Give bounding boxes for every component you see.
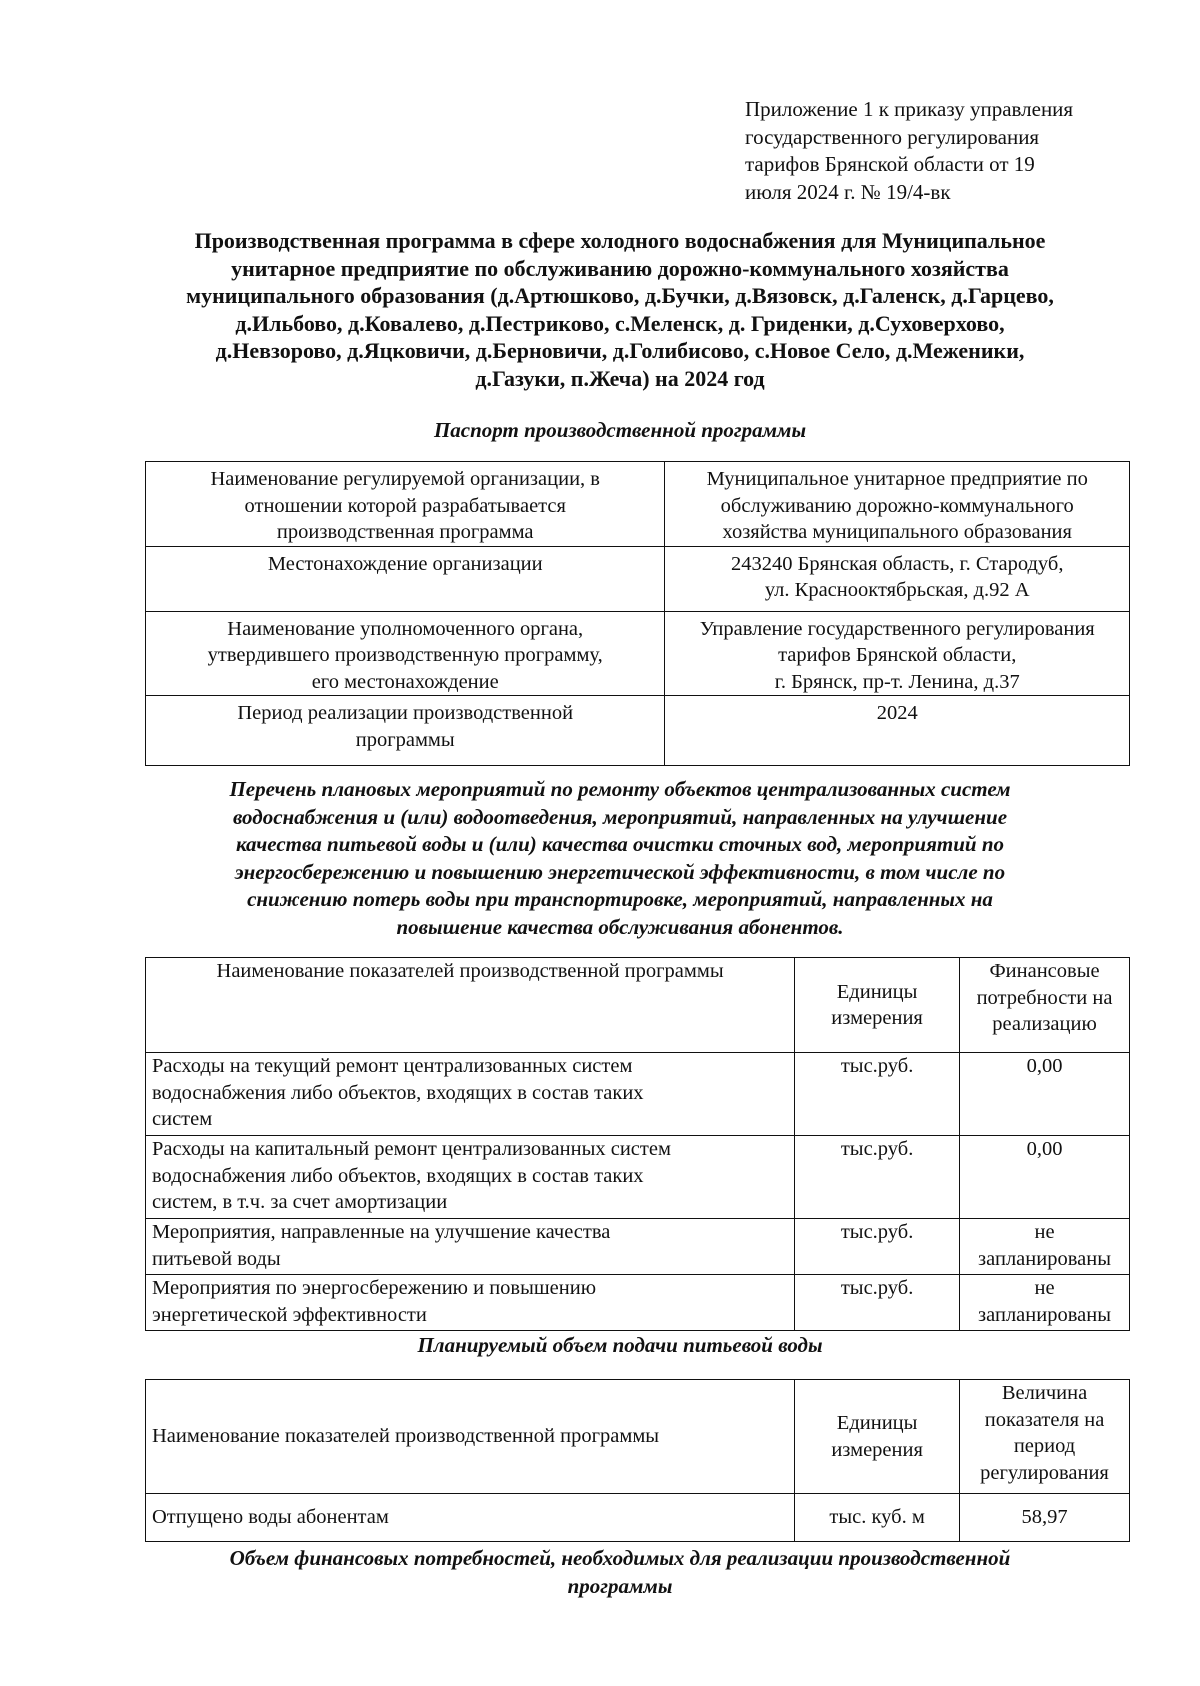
passport-label-cell <box>146 696 665 766</box>
table-row <box>146 1275 1130 1331</box>
heading-line: энергосбережению и повышению энергетической эффективности, в том числе по <box>234 859 1006 884</box>
measure-value-cell <box>960 1275 1130 1331</box>
cell-line: 2024 <box>876 702 918 724</box>
measure-name-cell <box>146 1053 795 1136</box>
cell-line: Управление государственного регулирования <box>699 617 1095 640</box>
measure-name-cell <box>146 1275 795 1331</box>
appendix-line: Приложение 1 к приказу управления <box>745 97 1074 121</box>
passport-value-cell <box>665 611 1130 696</box>
column-header-value <box>960 1380 1130 1494</box>
volume-heading: Планируемый объем подачи питьевой воды <box>417 1333 823 1357</box>
measure-unit-cell: тыс.руб. <box>795 1053 960 1136</box>
table-header-row <box>146 1380 1130 1494</box>
title-line: Производственная программа в сфере холодного водоснабжения для Муниципальное <box>194 228 1046 253</box>
cell-line: Финансовые <box>989 960 1100 982</box>
cell-line: реализацию <box>992 1013 1097 1035</box>
cell-line: водоснабжения либо объектов, входящих в состав таких <box>152 1164 644 1187</box>
heading-line: Объем финансовых потребностей, необходимых для реализации производственной <box>229 1546 1011 1570</box>
cell-line: Величина <box>1001 1382 1088 1404</box>
cell-line: измерения <box>831 1007 923 1029</box>
cell-line: не <box>1034 1277 1055 1299</box>
measure-value-cell <box>960 1053 1130 1136</box>
cell-line: 0,00 <box>1026 1138 1063 1160</box>
column-header-name: Наименование показателей производственной программы <box>146 958 795 1053</box>
table-row <box>146 1219 1130 1275</box>
cell-line: Расходы на капитальный ремонт централизованных систем <box>152 1138 671 1160</box>
table-row <box>146 611 1130 696</box>
measures-table <box>145 957 1130 1331</box>
heading-line: повышение качества обслуживания абонентов. <box>396 914 844 939</box>
title-line: д.Газуки, п.Жеча) на 2024 год <box>475 365 765 391</box>
cell-line: программы <box>355 728 455 751</box>
cell-line: измерения <box>831 1438 923 1461</box>
passport-label-cell <box>146 546 665 611</box>
passport-value-cell <box>665 696 1130 766</box>
table-header-row <box>146 958 1130 1053</box>
cell-line: Наименование уполномоченного органа, <box>227 617 584 640</box>
cell-line: Расходы на текущий ремонт централизованных систем <box>152 1055 633 1077</box>
measure-unit-cell: тыс.руб. <box>795 1275 960 1331</box>
cell-line: Наименование регулируемой организации, в <box>210 468 600 490</box>
measure-value-cell <box>960 1219 1130 1275</box>
cell-line: питьевой воды <box>152 1247 281 1270</box>
heading-line: снижению потерь воды при транспортировке, мероприятий, направленных на <box>247 887 993 911</box>
measure-name-cell <box>146 1136 795 1219</box>
passport-value-cell <box>665 546 1130 611</box>
cell-line: потребности на <box>976 986 1113 1009</box>
column-header-value <box>960 958 1130 1053</box>
cell-line: запланированы <box>978 1303 1111 1326</box>
table-row <box>146 1494 1130 1542</box>
title-line: муниципального образования (д.Артюшково, д.Бучки, д.Вязовск, д.Галенск, д.Гарцево, <box>186 283 1054 308</box>
cell-line: Местонахождение организации <box>267 552 543 575</box>
finance-heading <box>140 1545 1100 1600</box>
volume-unit-cell: тыс. куб. м <box>795 1494 960 1542</box>
heading-line: водоснабжения и (или) водоотведения, мероприятий, направленных на улучшение <box>232 804 1008 829</box>
column-header-name: Наименование показателей производственной программы <box>146 1380 795 1494</box>
cell-line: Единицы <box>836 980 918 1003</box>
cell-line: г. Брянск, пр-т. Ленина, д.37 <box>774 670 1020 693</box>
cell-line: показателя на <box>984 1408 1105 1431</box>
table-row <box>146 462 1130 547</box>
measure-name-cell <box>146 1219 795 1275</box>
passport-label-cell <box>146 611 665 696</box>
measures-heading <box>140 776 1100 941</box>
passport-label-cell <box>146 462 665 547</box>
cell-line: ул. Краснооктябрьская, д.92 А <box>764 579 1030 601</box>
measure-unit-cell: тыс.руб. <box>795 1219 960 1275</box>
title-line: д.Невзорово, д.Яцковичи, д.Берновичи, д.Голибисово, с.Новое Село, д.Меженики, <box>215 338 1025 363</box>
cell-line: 0,00 <box>1026 1055 1063 1077</box>
document-title <box>140 227 1100 392</box>
measure-value-cell <box>960 1136 1130 1219</box>
appendix-line: тарифов Брянской области от 19 <box>745 152 1035 176</box>
column-header-unit <box>795 1380 960 1494</box>
title-line: д.Ильбово, д.Ковалево, д.Пестриково, с.Меленск, д. Гриденки, д.Суховерхово, <box>235 310 1005 336</box>
cell-line: период <box>1013 1435 1076 1457</box>
measure-unit-cell: тыс.руб. <box>795 1136 960 1219</box>
table-row <box>146 696 1130 766</box>
cell-line: энергетической эффективности <box>152 1303 427 1326</box>
table-row <box>146 1053 1130 1136</box>
cell-line: обслуживанию дорожно-коммунального <box>720 494 1074 517</box>
cell-line: утвердившего производственную программу, <box>207 644 603 666</box>
cell-line: отношении которой разрабатывается <box>244 494 566 517</box>
cell-line: Период реализации производственной <box>237 702 574 724</box>
appendix-note <box>745 96 1145 206</box>
cell-line: не <box>1034 1221 1055 1243</box>
heading-line: Перечень плановых мероприятий по ремонту объектов централизованных систем <box>229 777 1011 801</box>
volume-name-cell: Отпущено воды абонентам <box>146 1494 795 1542</box>
cell-line: тарифов Брянской области, <box>778 644 1017 666</box>
cell-line: Мероприятия по энергосбережению и повышению <box>152 1277 597 1299</box>
volume-value-cell: 58,97 <box>960 1494 1130 1542</box>
cell-line: 243240 Брянская область, г. Стародуб, <box>730 552 1064 575</box>
passport-heading: Паспорт производственной программы <box>433 418 807 442</box>
cell-line: Единицы <box>836 1412 918 1434</box>
cell-line: его местонахождение <box>311 670 499 693</box>
cell-line: регулирования <box>980 1461 1109 1484</box>
cell-line: Муниципальное унитарное предприятие по <box>706 468 1088 490</box>
appendix-line: государственного регулирования <box>745 124 1040 149</box>
heading-line: качества питьевой воды и (или) качества очистки сточных вод, мероприятий по <box>235 832 1005 856</box>
title-line: унитарное предприятие по обслуживанию дорожно-коммунального хозяйства <box>231 255 1009 281</box>
volume-table <box>145 1379 1130 1542</box>
heading-line: программы <box>567 1573 673 1598</box>
cell-line: систем, в т.ч. за счет амортизации <box>152 1191 448 1213</box>
appendix-line: июля 2024 г. № 19/4-вк <box>745 179 951 204</box>
cell-line: Мероприятия, направленные на улучшение качества <box>152 1221 611 1243</box>
table-row <box>146 546 1130 611</box>
passport-value-cell <box>665 462 1130 547</box>
column-header-unit <box>795 958 960 1053</box>
passport-table <box>145 461 1130 766</box>
cell-line: производственная программа <box>276 521 534 543</box>
cell-line: систем <box>152 1108 213 1130</box>
cell-line: хозяйства муниципального образования <box>722 521 1072 543</box>
cell-line: водоснабжения либо объектов, входящих в состав таких <box>152 1081 644 1104</box>
table-row <box>146 1136 1130 1219</box>
cell-line: запланированы <box>978 1247 1111 1270</box>
